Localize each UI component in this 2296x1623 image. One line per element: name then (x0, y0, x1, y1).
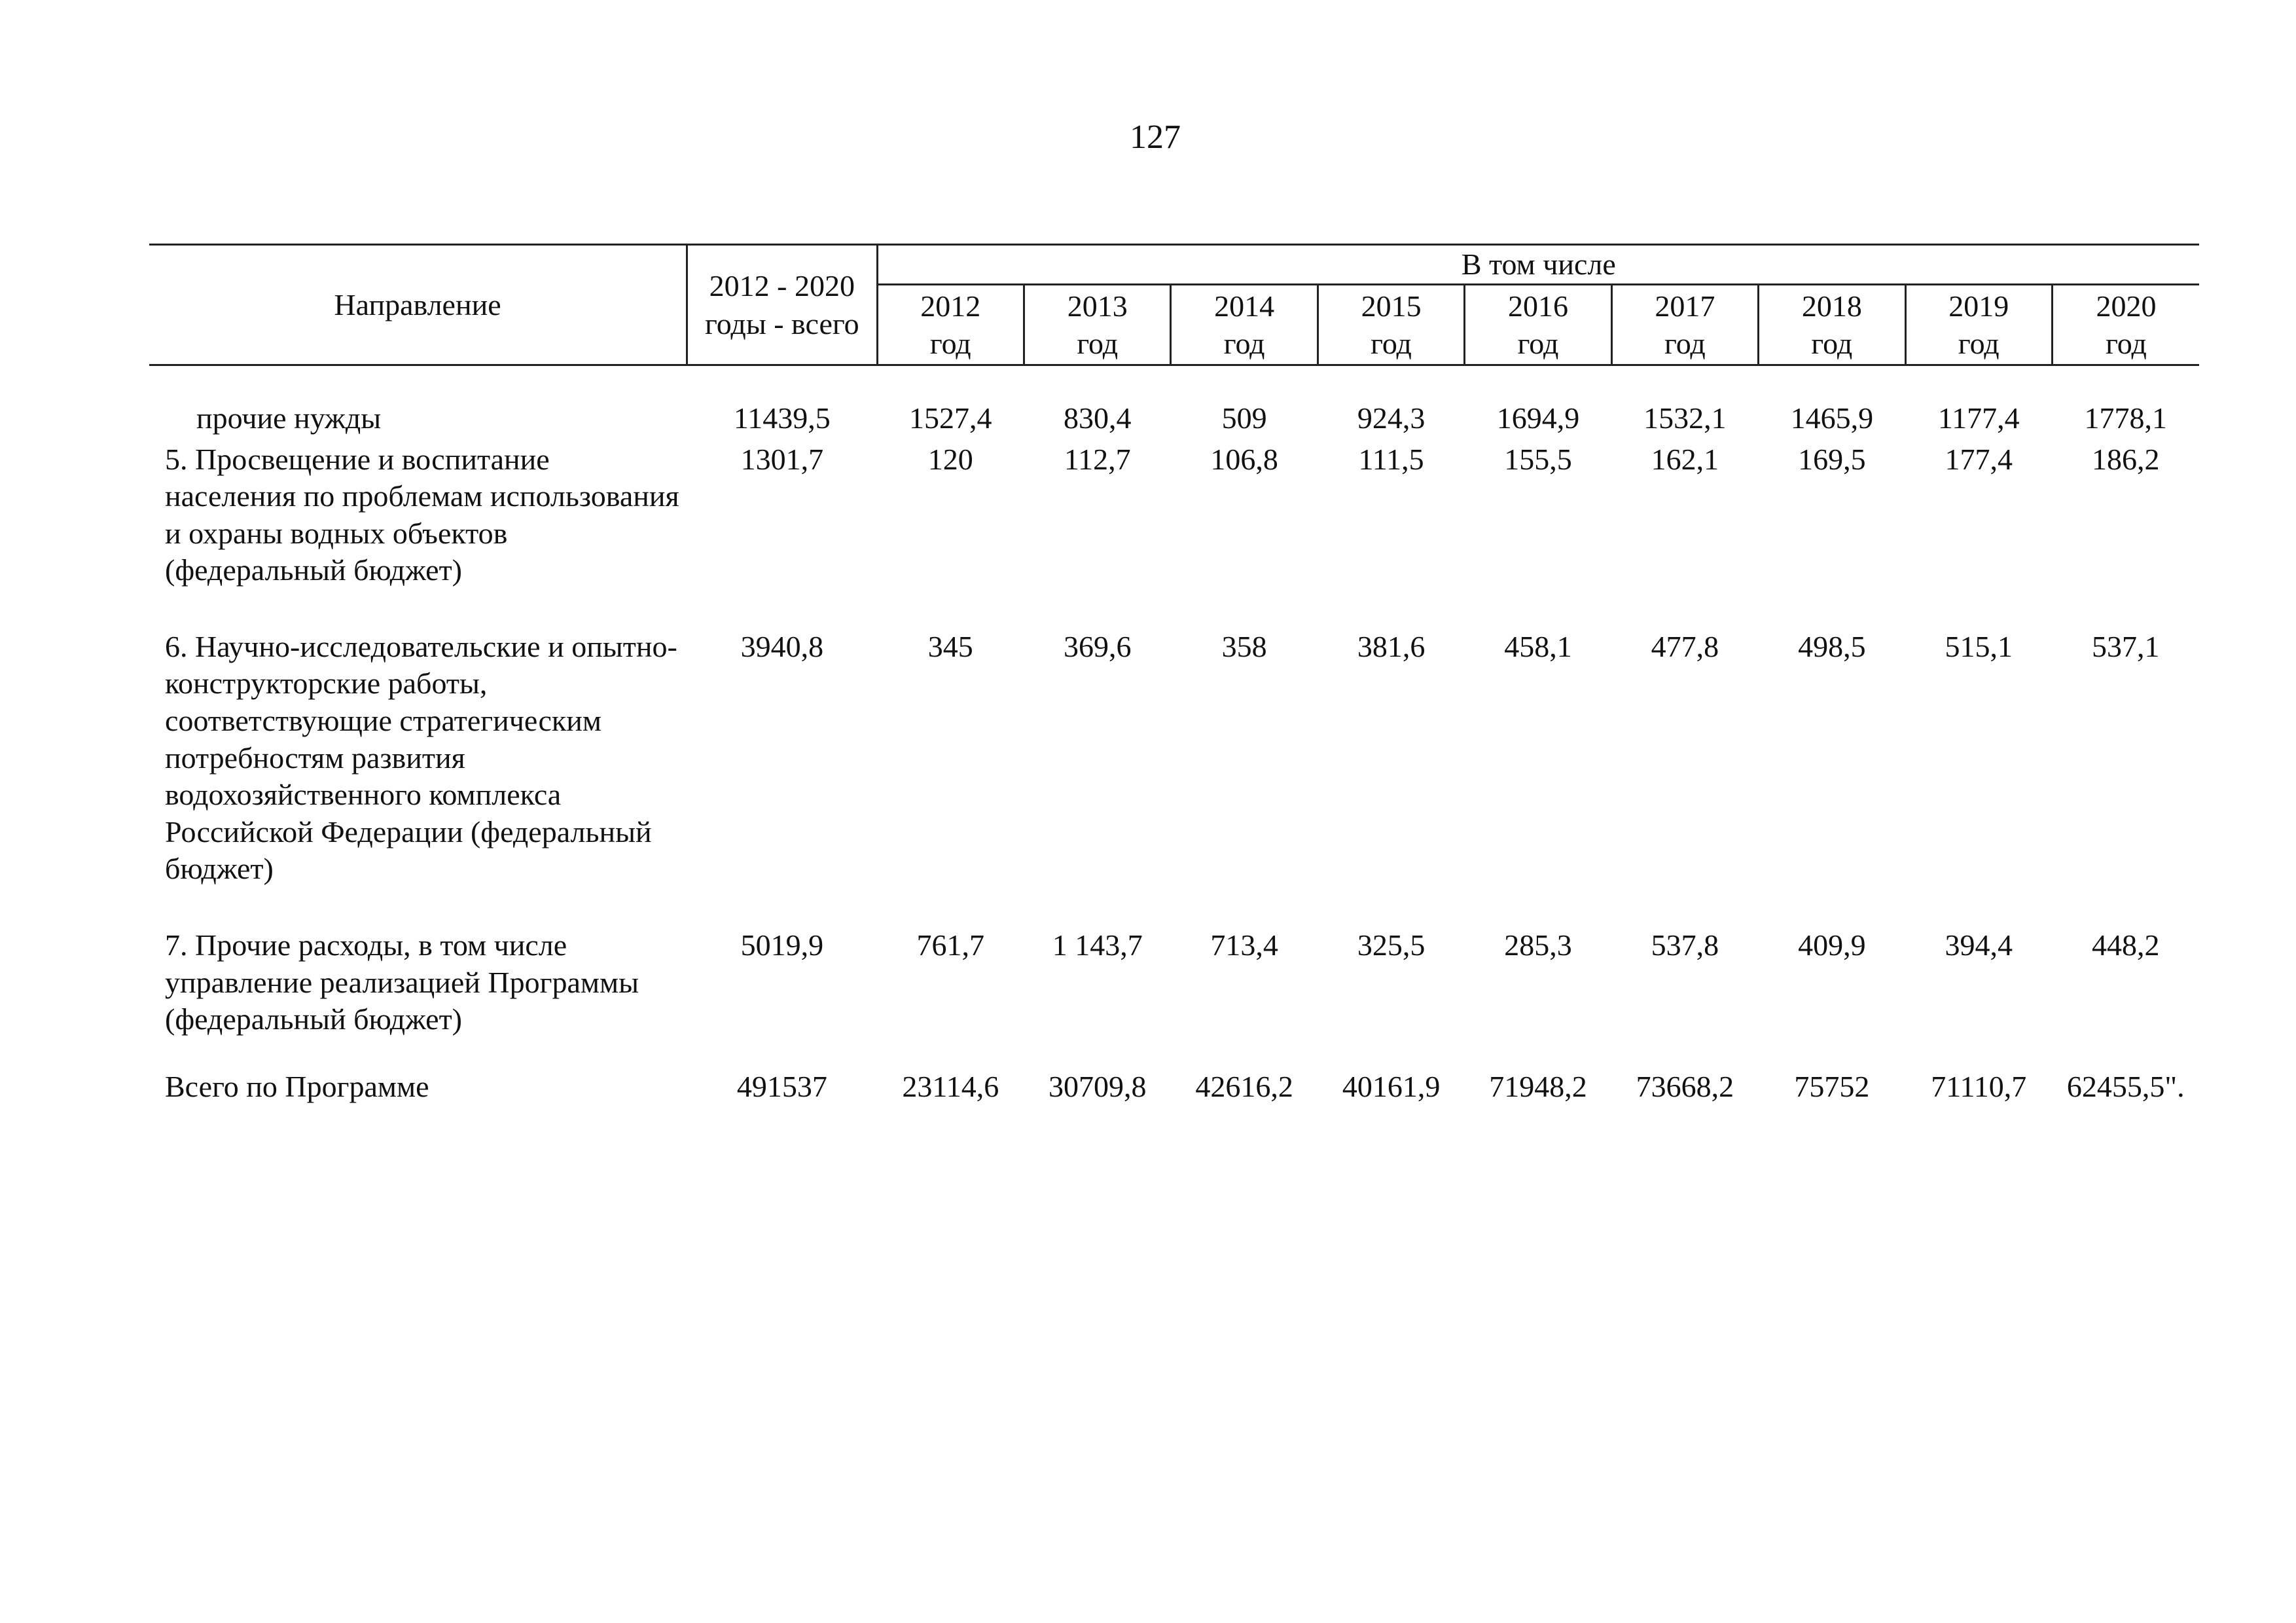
row-value: 1527,4 (909, 401, 992, 435)
header-year-value: 2014 (1214, 289, 1275, 323)
row-value: 713,4 (1210, 928, 1278, 962)
header-year (1318, 285, 1464, 365)
header-year-value: 2019 (1948, 289, 2009, 323)
row-total: 3940,8 (740, 629, 824, 663)
row-value: 1465,9 (1790, 401, 1874, 435)
header-year (1465, 285, 1611, 365)
row-value: 40161,9 (1342, 1069, 1441, 1103)
row-value: 498,5 (1798, 629, 1866, 663)
row-value: 285,3 (1504, 928, 1572, 962)
row-value: 369,6 (1063, 629, 1132, 663)
header-year (2052, 285, 2199, 365)
row-value: 358 (1221, 629, 1267, 663)
header-year-unit: год (1958, 327, 2000, 360)
row-value: 537,1 (2091, 629, 2160, 663)
row-direction: Всего по Программе (165, 1069, 429, 1103)
header-year-value: 2020 (2096, 289, 2157, 323)
row-value: 325,5 (1357, 928, 1426, 962)
row-value: 394,4 (1945, 928, 2013, 962)
row-value: 169,5 (1798, 442, 1866, 476)
row-direction: 7. Прочие расходы, в том числе управление реализацией Программы (федеральный бюджет) (165, 928, 639, 1036)
row-value: 458,1 (1504, 629, 1572, 663)
row-value: 381,6 (1357, 629, 1426, 663)
header-year-unit: год (1371, 327, 1412, 360)
row-value: 761,7 (916, 928, 985, 962)
row-value: 1177,4 (1937, 401, 2020, 435)
header-year (1905, 285, 2052, 365)
row-value: 924,3 (1357, 401, 1426, 435)
header-group: В том числе (877, 245, 2199, 285)
header-year-value: 2018 (1801, 289, 1862, 323)
row-value: 120 (927, 442, 973, 476)
row-value: 1 143,7 (1052, 928, 1143, 962)
row-value: 409,9 (1798, 928, 1866, 962)
row-direction: прочие нужды (196, 401, 382, 435)
row-direction: 5. Просвещение и воспитание населения по проблемам использования и охраны водных объектов (федеральный бюджет) (165, 442, 679, 587)
header-year-value: 2015 (1361, 289, 1422, 323)
row-value: 155,5 (1504, 442, 1572, 476)
row-value: 75752 (1794, 1069, 1870, 1103)
row-value: 477,8 (1651, 629, 1719, 663)
header-total-line1: 2012 - 2020 (709, 269, 855, 302)
header-year-unit: год (1811, 327, 1853, 360)
header-year-unit: год (929, 327, 971, 360)
row-value: 42616,2 (1195, 1069, 1293, 1103)
row-value: 73668,2 (1636, 1069, 1734, 1103)
header-direction: Направление (149, 245, 687, 365)
header-year-value: 2016 (1507, 289, 1568, 323)
header-year (1759, 285, 1905, 365)
table-row (149, 437, 2199, 589)
table-body (149, 365, 2199, 1106)
table-row (149, 589, 2199, 888)
header-year (877, 285, 1024, 365)
row-value: 345 (927, 629, 973, 663)
header-total-line2: годы - всего (705, 306, 859, 340)
header-year (1611, 285, 1758, 365)
budget-table (149, 244, 2199, 1105)
header-year-value: 2013 (1067, 289, 1128, 323)
table-row (149, 888, 2199, 1038)
row-value: 71948,2 (1489, 1069, 1587, 1103)
header-total (687, 245, 878, 365)
row-value: 537,8 (1651, 928, 1719, 962)
row-value: 830,4 (1063, 401, 1132, 435)
table-row-grand-total (149, 1038, 2199, 1106)
row-value: 1532,1 (1643, 401, 1727, 435)
row-value: 71110,7 (1931, 1069, 2027, 1103)
header-year-value: 2017 (1655, 289, 1715, 323)
row-total: 11439,5 (733, 401, 831, 435)
row-value: 509 (1221, 401, 1267, 435)
row-value: 177,4 (1945, 442, 2013, 476)
table-row (149, 365, 2199, 437)
row-value: 515,1 (1945, 629, 2013, 663)
row-direction: 6. Научно-исследовательские и опытно-конструкторские работы, соответствующие стратегическим потребностям развития водохозяйственного комплекса Российской Федерации (федеральный бюджет) (165, 629, 677, 886)
row-value: 162,1 (1651, 442, 1719, 476)
header-year-unit: год (1223, 327, 1265, 360)
row-total: 5019,9 (740, 928, 824, 962)
row-total: 491537 (736, 1069, 827, 1103)
header-year-unit: год (1664, 327, 1706, 360)
row-value: 30709,8 (1048, 1069, 1147, 1103)
page-number: 127 (1130, 119, 1181, 156)
row-value: 23114,6 (902, 1069, 999, 1103)
header-year-unit: год (1077, 327, 1119, 360)
row-value: 1694,9 (1496, 401, 1580, 435)
header-year-unit: год (1517, 327, 1559, 360)
header-year (1024, 285, 1171, 365)
row-value: 106,8 (1210, 442, 1278, 476)
row-value: 448,2 (2091, 928, 2160, 962)
table-header (149, 245, 2199, 365)
row-value: 112,7 (1064, 442, 1131, 476)
header-year (1171, 285, 1318, 365)
row-value: 111,5 (1358, 442, 1424, 476)
row-total: 1301,7 (740, 442, 824, 476)
header-year-unit: год (2106, 327, 2147, 360)
budget-table-container (149, 244, 2199, 1105)
row-value: 186,2 (2091, 442, 2160, 476)
header-year-value: 2012 (920, 289, 981, 323)
row-value: 62455,5". (2066, 1069, 2185, 1103)
row-value: 1778,1 (2084, 401, 2167, 435)
